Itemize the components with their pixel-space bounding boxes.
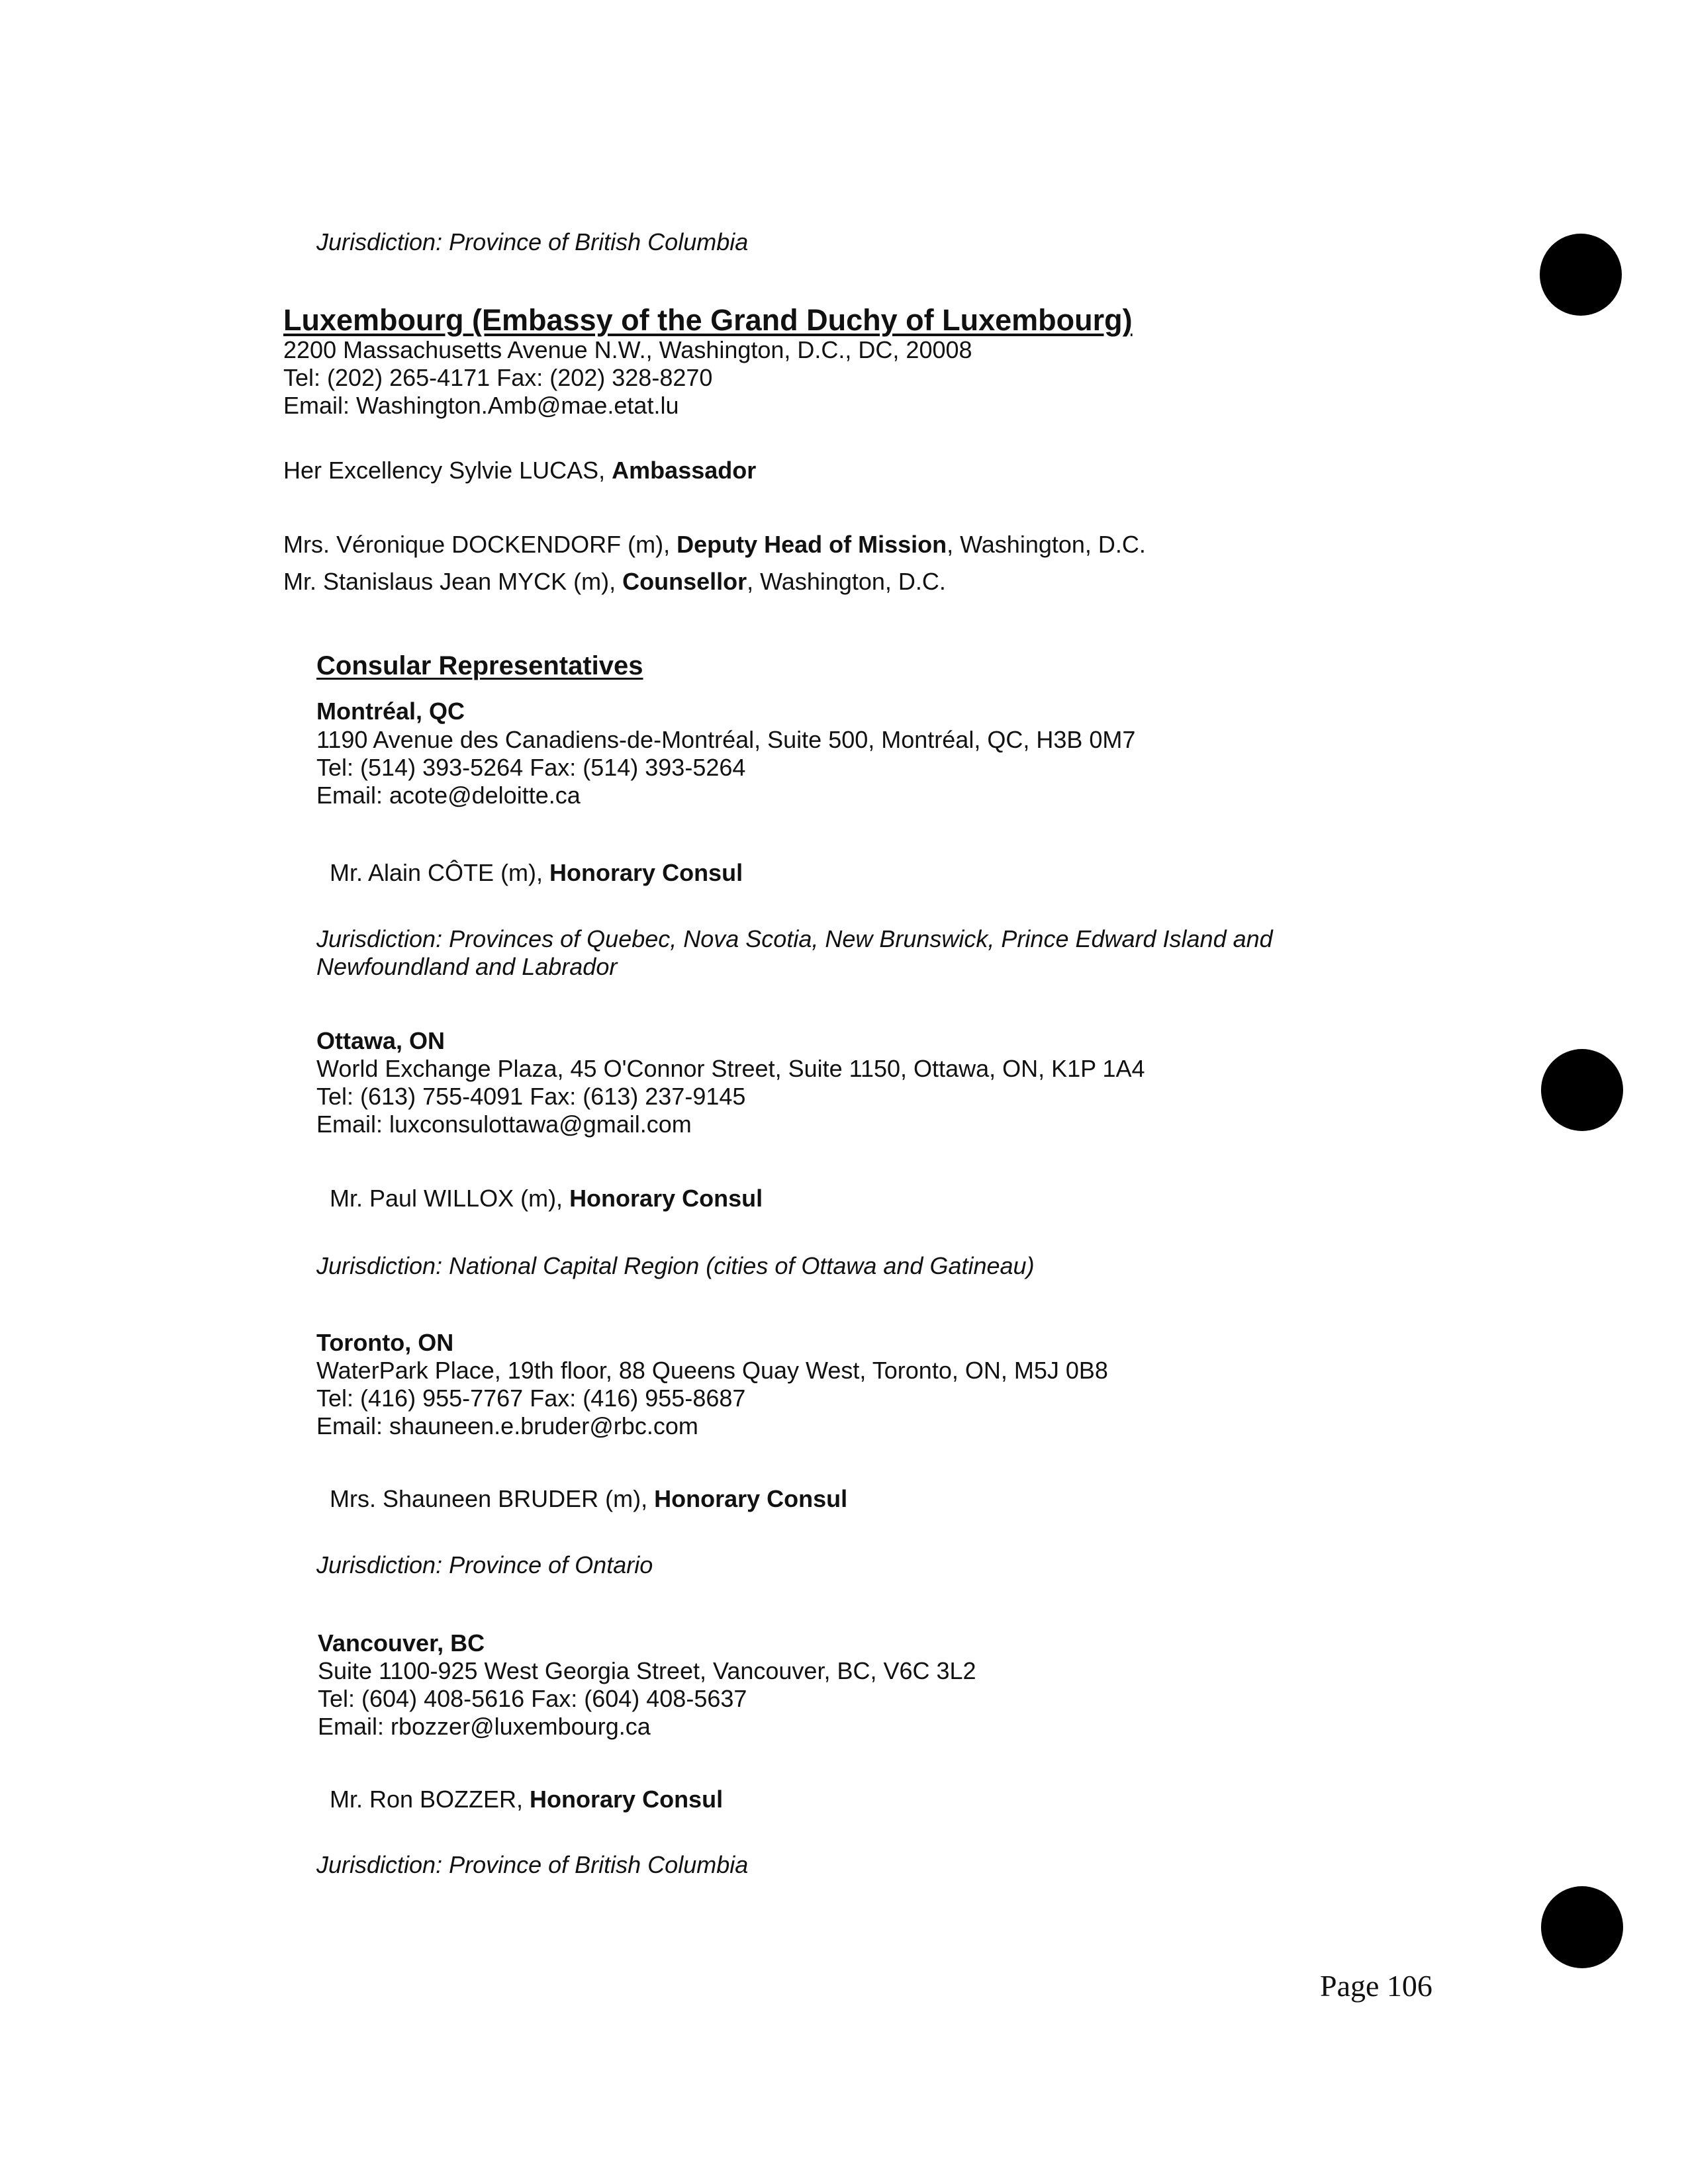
punch-hole-top bbox=[1540, 234, 1622, 316]
office-address: Suite 1100-925 West Georgia Street, Vancouver, BC, V6C 3L2 bbox=[318, 1657, 976, 1684]
staff-title: Deputy Head of Mission bbox=[677, 531, 947, 558]
punch-hole-bottom bbox=[1541, 1886, 1623, 1968]
previous-jurisdiction: Jurisdiction: Province of British Columbia bbox=[316, 228, 749, 255]
office-tel-fax: Tel: (514) 393-5264 Fax: (514) 393-5264 bbox=[316, 754, 746, 781]
consul-line bbox=[330, 1786, 723, 1813]
consul-name: Mrs. Shauneen BRUDER (m), bbox=[330, 1485, 655, 1512]
consul-line bbox=[330, 1485, 847, 1513]
staff-place: , Washington, D.C. bbox=[747, 568, 946, 595]
office-email: Email: rbozzer@luxembourg.ca bbox=[318, 1713, 651, 1740]
office-jurisdiction: Jurisdiction: Province of British Columbia bbox=[316, 1851, 749, 1878]
ambassador-title: Ambassador bbox=[612, 457, 757, 484]
consul-title: Honorary Consul bbox=[549, 859, 743, 886]
embassy-email: Email: Washington.Amb@mae.etat.lu bbox=[283, 392, 679, 419]
office-email: Email: shauneen.e.bruder@rbc.com bbox=[316, 1412, 698, 1439]
office-city: Ottawa, ON bbox=[316, 1027, 445, 1054]
office-tel-fax: Tel: (613) 755-4091 Fax: (613) 237-9145 bbox=[316, 1083, 746, 1110]
consular-heading: Consular Representatives bbox=[316, 651, 643, 680]
consul-name: Mr. Paul WILLOX (m), bbox=[330, 1185, 570, 1212]
page-number: Page 106 bbox=[1320, 1969, 1432, 2003]
office-jurisdiction: Jurisdiction: Provinces of Quebec, Nova Scotia, New Brunswick, Prince Edward Island and Newfoundland and Labrador bbox=[316, 925, 1273, 980]
office-city: Montréal, QC bbox=[316, 698, 465, 725]
office-tel-fax: Tel: (416) 955-7767 Fax: (416) 955-8687 bbox=[316, 1385, 746, 1412]
office-tel-fax: Tel: (604) 408-5616 Fax: (604) 408-5637 bbox=[318, 1685, 747, 1712]
office-city: Toronto, ON bbox=[316, 1329, 454, 1356]
office-address: WaterPark Place, 19th floor, 88 Queens Quay West, Toronto, ON, M5J 0B8 bbox=[316, 1357, 1108, 1384]
office-city: Vancouver, BC bbox=[318, 1629, 485, 1657]
office-jurisdiction: Jurisdiction: Province of Ontario bbox=[316, 1551, 653, 1578]
embassy-heading: Luxembourg (Embassy of the Grand Duchy of Luxembourg) bbox=[283, 303, 1133, 337]
consul-line bbox=[330, 1185, 763, 1212]
staff-line-1 bbox=[283, 531, 1146, 559]
consul-title: Honorary Consul bbox=[530, 1786, 724, 1813]
consul-title: Honorary Consul bbox=[569, 1185, 763, 1212]
staff-title: Counsellor bbox=[622, 568, 747, 595]
ambassador-name: Her Excellency Sylvie LUCAS, bbox=[283, 457, 612, 484]
staff-name: Mrs. Véronique DOCKENDORF (m), bbox=[283, 531, 677, 558]
consul-title: Honorary Consul bbox=[654, 1485, 848, 1512]
consul-line bbox=[330, 859, 743, 887]
ambassador-line bbox=[283, 457, 756, 484]
office-email: Email: luxconsulottawa@gmail.com bbox=[316, 1111, 692, 1138]
staff-place: , Washington, D.C. bbox=[947, 531, 1146, 558]
embassy-address: 2200 Massachusetts Avenue N.W., Washington, D.C., DC, 20008 bbox=[283, 336, 972, 363]
staff-line-2 bbox=[283, 568, 946, 596]
staff-name: Mr. Stanislaus Jean MYCK (m), bbox=[283, 568, 623, 595]
office-address: World Exchange Plaza, 45 O'Connor Street, Suite 1150, Ottawa, ON, K1P 1A4 bbox=[316, 1055, 1145, 1082]
embassy-tel-fax: Tel: (202) 265-4171 Fax: (202) 328-8270 bbox=[283, 364, 713, 391]
office-address: 1190 Avenue des Canadiens-de-Montréal, Suite 500, Montréal, QC, H3B 0M7 bbox=[316, 726, 1136, 753]
office-email: Email: acote@deloitte.ca bbox=[316, 782, 581, 809]
consul-name: Mr. Ron BOZZER, bbox=[330, 1786, 530, 1813]
office-jurisdiction: Jurisdiction: National Capital Region (cities of Ottawa and Gatineau) bbox=[316, 1252, 1035, 1279]
consul-name: Mr. Alain CÔTE (m), bbox=[330, 859, 550, 886]
punch-hole-middle bbox=[1541, 1049, 1623, 1131]
